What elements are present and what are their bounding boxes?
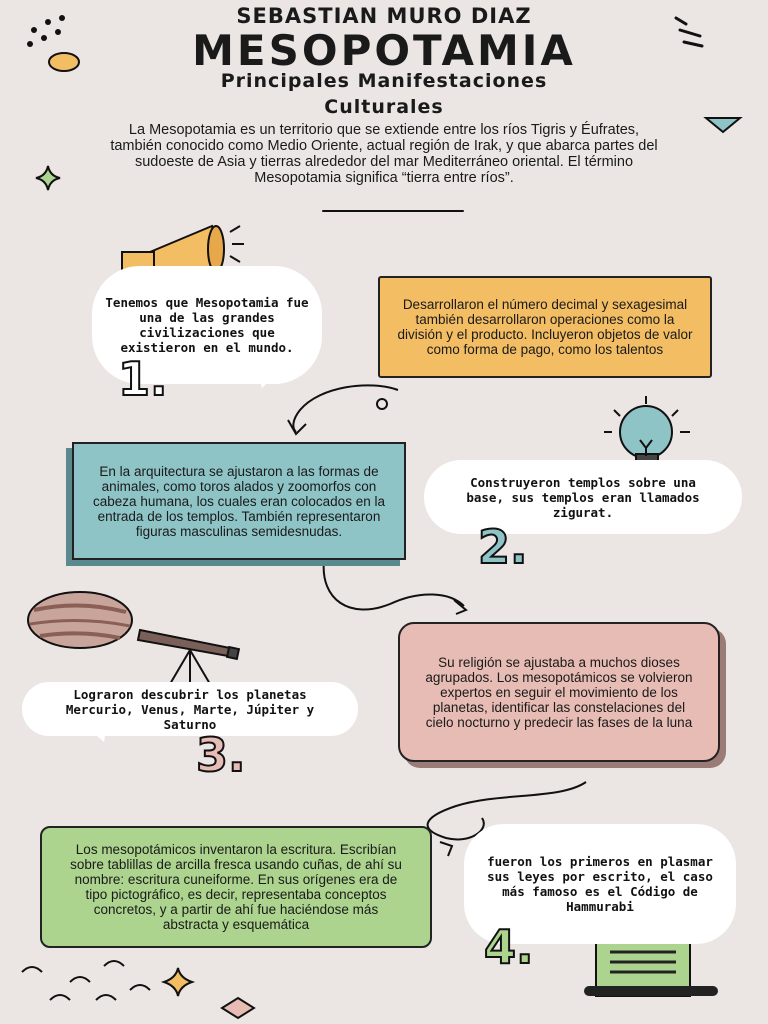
bubble-4: fueron los primeros en plasmar sus leyes por escrito, el caso más famoso es el Código de Hammurabi (464, 824, 736, 944)
step-number-1: 1. (118, 352, 168, 406)
divider (322, 210, 464, 212)
bubble-tail (88, 728, 108, 746)
triangle-icon (706, 118, 740, 132)
sparkle-icon (36, 166, 60, 190)
step-number-3: 3. (196, 728, 246, 782)
arrow-icon (324, 560, 464, 610)
bubble-tail (258, 374, 278, 390)
lightbulb-icon (604, 396, 690, 468)
page-subtitle: Principales Manifestaciones Culturales (220, 70, 548, 118)
page-title: MESOPOTAMIA (192, 26, 576, 75)
bubble-3: Lograron descubrir los planetas Mercurio, Venus, Marte, Júpiter y Saturno (22, 682, 358, 736)
step-number-2: 2. (478, 520, 528, 574)
swirl-icon (22, 961, 150, 1000)
planet-icon (28, 592, 132, 648)
author-name: SEBASTIAN MURO DIAZ (236, 4, 532, 28)
info-box-4: Los mesopotámicos inventaron la escritura. Escribían sobre tablillas de arcilla fresca usando cuñas, de ahí su nombre: escritura cuneiforme. En sus orígenes era de tipo pictográfico, es decir, representaba conceptos concretos, y a partir de ahí fue haciéndose más abstracta y esquemática (40, 826, 432, 948)
sparkle-icon (164, 968, 192, 996)
telescope-icon (138, 630, 239, 684)
info-box-3: Su religión se ajustaba a muchos dioses agrupados. Los mesopotámicos se volvieron expertos en seguir el movimiento de los planetas, identificar las constelaciones del cielo nocturno y predecir las fases de la luna (398, 622, 720, 762)
step-number-4: 4. (484, 920, 534, 974)
info-box-1: Desarrollaron el número decimal y sexagesimal también desarrollaron operaciones como la división y el producto. Incluyeron objetos de valor como forma de pago, como los talentos (378, 276, 712, 378)
intro-paragraph: La Mesopotamia es un territorio que se extiende entre los ríos Tigris y Éufrates, también conocido como Medio Oriente, actual región de Irak, y que abarca partes del sudoeste de Asia y tierras alrededor del mar Mediterráneo oriental. El término Mesopotamia significa “tierra entre ríos”. (110, 122, 658, 186)
diamond-icon (222, 998, 254, 1018)
bubble-1: Tenemos que Mesopotamia fue una de las grandes civilizaciones que existieron en el mundo. (92, 266, 322, 384)
arrow-icon (293, 385, 398, 432)
scroll-icon (584, 940, 718, 996)
info-box-2: En la arquitectura se ajustaron a las formas de animales, como toros alados y zoomorfos con cabeza humana, los cuales eran colocados en la entrada de los templos. También representaron figuras masculinas semidesnudas. (72, 442, 406, 560)
bubble-2: Construyeron templos sobre una base, sus templos eran llamados zigurat. (424, 460, 742, 534)
